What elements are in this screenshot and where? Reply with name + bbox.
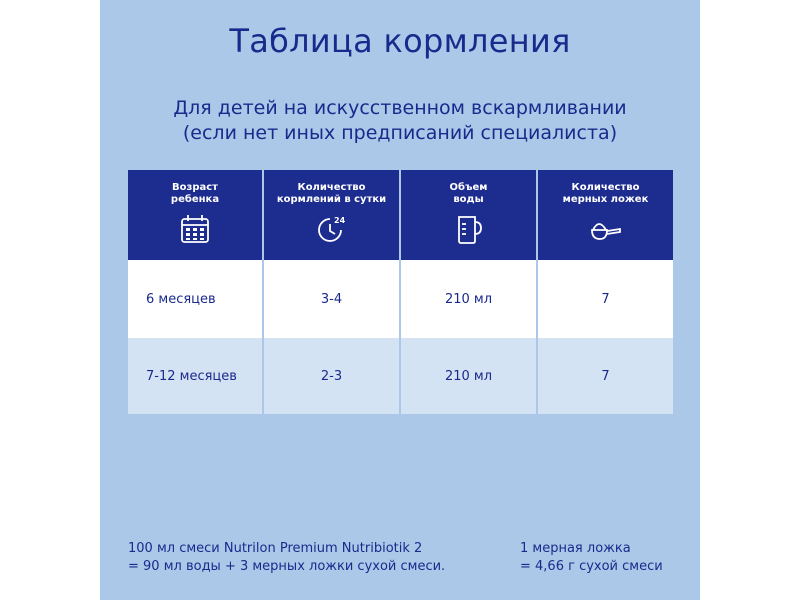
cell-age-row-2: 7-12 месяцев	[128, 338, 262, 414]
header-water-line-1: Объем	[449, 182, 488, 193]
cell-age-row-1: 6 месяцев	[128, 260, 262, 338]
cell-feedings-row-2: 2-3	[264, 338, 399, 414]
measuring-cup-icon	[452, 212, 486, 246]
header-age	[128, 170, 262, 260]
footnote-mix-line-1: 100 мл смеси Nutrilon Premium Nutribiotik 2	[128, 541, 423, 556]
cell-scoops-row-1: 7	[538, 260, 673, 338]
subtitle-line-2: (если нет иных предписаний специалиста)	[182, 122, 618, 144]
header-water-line-2: воды	[453, 194, 484, 205]
cell-scoops-row-2: 7	[538, 338, 673, 414]
header-age-line-2: ребенка	[170, 194, 220, 205]
footnote-scoop-line-1: 1 мерная ложка	[520, 541, 631, 556]
calendar-icon	[178, 212, 212, 246]
header-feedings	[264, 170, 399, 260]
footnote-scoop	[520, 540, 663, 576]
cell-water-row-1: 210 мл	[401, 260, 536, 338]
feeding-table	[128, 170, 673, 416]
header-scoops-line-1: Количество	[571, 182, 640, 193]
footnote-mix-line-2: = 90 мл воды + 3 мерных ложки сухой смеси.	[128, 559, 446, 574]
header-feedings-line-1: Количество	[297, 182, 366, 193]
page-subtitle	[100, 96, 700, 146]
feeding-table-panel	[100, 0, 700, 600]
footnote-scoop-line-2: = 4,66 г сухой смеси	[520, 559, 663, 574]
clock-24-icon	[315, 212, 349, 246]
cell-feedings-row-1: 3-4	[264, 260, 399, 338]
header-feedings-line-2: кормлений в сутки	[276, 194, 387, 205]
cell-water-row-2: 210 мл	[401, 338, 536, 414]
subtitle-line-1: Для детей на искусственном вскармливании	[173, 97, 627, 119]
header-water	[401, 170, 536, 260]
header-age-line-1: Возраст	[172, 182, 218, 193]
header-scoops-line-2: мерных ложек	[562, 194, 649, 205]
header-scoops	[538, 170, 673, 260]
page-title: Таблица кормления	[229, 22, 571, 60]
footnote-mix	[128, 540, 445, 576]
scoop-icon	[589, 212, 623, 246]
svg-text:24: 24	[333, 216, 345, 225]
